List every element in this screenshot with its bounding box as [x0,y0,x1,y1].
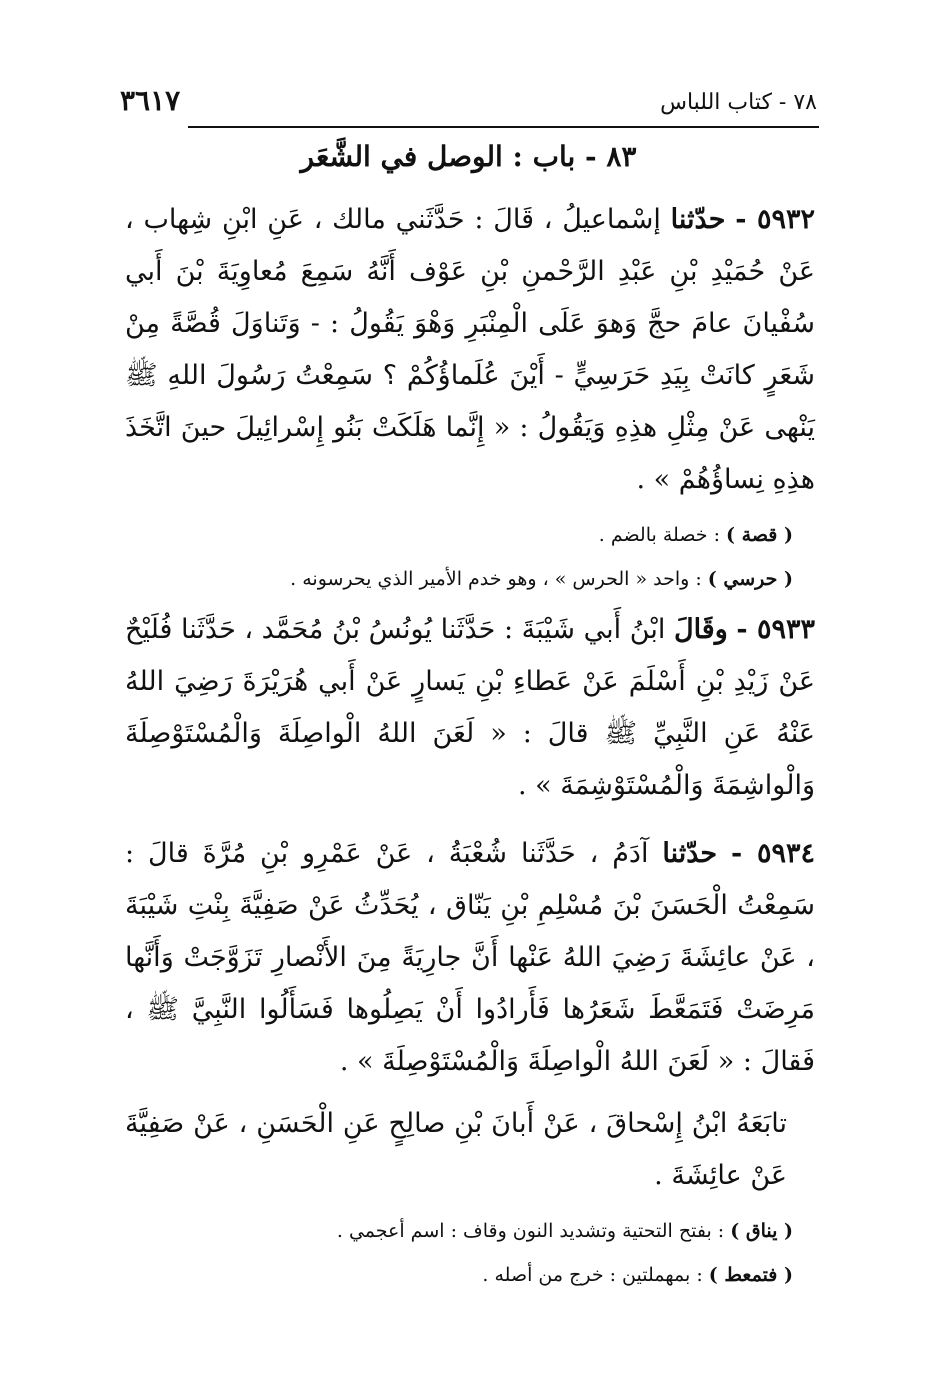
hadith-text: آدَمُ ، حَدَّثَنا شُعْبَةُ ، عَنْ عَمْرِو بْنِ مُرَّةَ قالَ : سَمِعْتُ الْحَسَنَ بْنَ مُسْلِمِ بْنِ يَنّاق ، يُحَدِّثُ عَنْ صَفِيَّةَ بِنْتِ شَيْبَةَ ، عَنْ عائِشَةَ رَضِيَ اللهُ عَنْها أَنَّ جارِيَةً مِنَ الأَنْصارِ تَزَوَّجَتْ وَأَنَّها مَرِضَتْ فَتَمَعَّطَ شَعَرُها فَأَرادُوا أَنْ يَصِلُوها فَسَأَلُوا النَّبِيَّ ﷺ ، فَقالَ : « لَعَنَ اللهُ الْواصِلَةَ وَالْمُسْتَوْصِلَةَ » . [125,838,815,1077]
header-rule [188,126,819,128]
follow-up-chain: تابَعَهُ ابْنُ إِسْحاقَ ، عَنْ أَبانَ بْنِ صالِحٍ عَنِ الْحَسَنِ ، عَنْ صَفِيَّةَ عَنْ عائِشَةَ . [125,1108,787,1191]
note-term: ( حرسي ) [707,568,793,590]
hadith-number: ٥٩٣٢ - [735,204,815,235]
hadith-lead: حدّثنا [662,838,718,869]
hadith-lead: حدّثنا [670,204,726,235]
hadith-5933 [125,604,815,812]
note-text: : بفتح التحتية وتشديد النون وقاف : اسم أعجمي . [336,1220,725,1242]
note-yannaq [125,1212,815,1250]
hadith-5934 [125,828,815,1088]
hadith-number: ٥٩٣٣ - [736,614,815,645]
note-term: ( قصة ) [726,524,793,546]
note-harasi [125,560,815,598]
page-content [125,194,815,1294]
note-text: : خصلة بالضم . [598,524,720,546]
note-text: : واحد « الحرس » ، وهو خدم الأمير الذي يحرسونه . [290,568,702,590]
hadith-number: ٥٩٣٤ - [731,838,815,869]
running-title: ٧٨ - كتاب اللباس [660,90,817,115]
chapter-heading: ٨٣ - باب : الوصل في الشَّعَر [300,140,637,173]
hadith-text: إسْماعيلُ ، قَالَ : حَدَّثَني مالك ، عَنِ ابْنِ شِهاب ، عَنْ حُمَيْدِ بْنِ عَبْدِ الرَّحْمنِ بْنِ عَوْف أَنَّهُ سَمِعَ مُعاوِيَةَ بْنَ أَبي سُفْيانَ عامَ حجَّ وَهوَ عَلَى الْمِنْبَرِ وَهْوَ يَقُولُ : - وَتَناوَلَ قُصَّةً مِنْ شَعَرٍ كانَتْ بِيَدِ حَرَسِيٍّ - أَيْنَ عُلَماؤُكُمْ ؟ سَمِعْتُ رَسُولَ اللهِ ﷺ يَنْهى عَنْ مِثْلِ هذِهِ وَيَقُولُ : « إِنَّما هَلَكَتْ بَنُو إِسْرائِيلَ حينَ اتَّخَذَ هذِهِ نِساؤُهُمْ » . [125,204,815,495]
page-number: ٣٦١٧ [120,84,181,117]
hadith-lead: وقَالَ [673,614,728,645]
hadith-text: ابْنُ أَبي شَيْبَةَ : حَدَّثَنا يُونُسُ بْنُ مُحَمَّد ، حَدَّثَنا فُلَيْحٌ عَنْ زَيْدِ بْنِ أَسْلَمَ عَنْ عَطاءِ بْنِ يَسارٍ عَنْ أَبي هُرَيْرَةَ رَضِيَ اللهُ عَنْهُ عَنِ النَّبِيِّ ﷺ قالَ : « لَعَنَ اللهُ الْواصِلَةَ وَالْمُسْتَوْصِلَةَ وَالْواشِمَةَ وَالْمُسْتَوْشِمَةَ » . [125,614,815,801]
hadith-5932 [125,194,815,506]
page-header [120,84,817,124]
note-term: ( فتمعط ) [708,1264,793,1286]
note-text: : بمهملتين : خرج من أصله . [482,1264,703,1286]
note-fatama-ata [125,1256,815,1294]
note-qussa [125,516,815,554]
note-term: ( يناق ) [730,1220,793,1242]
